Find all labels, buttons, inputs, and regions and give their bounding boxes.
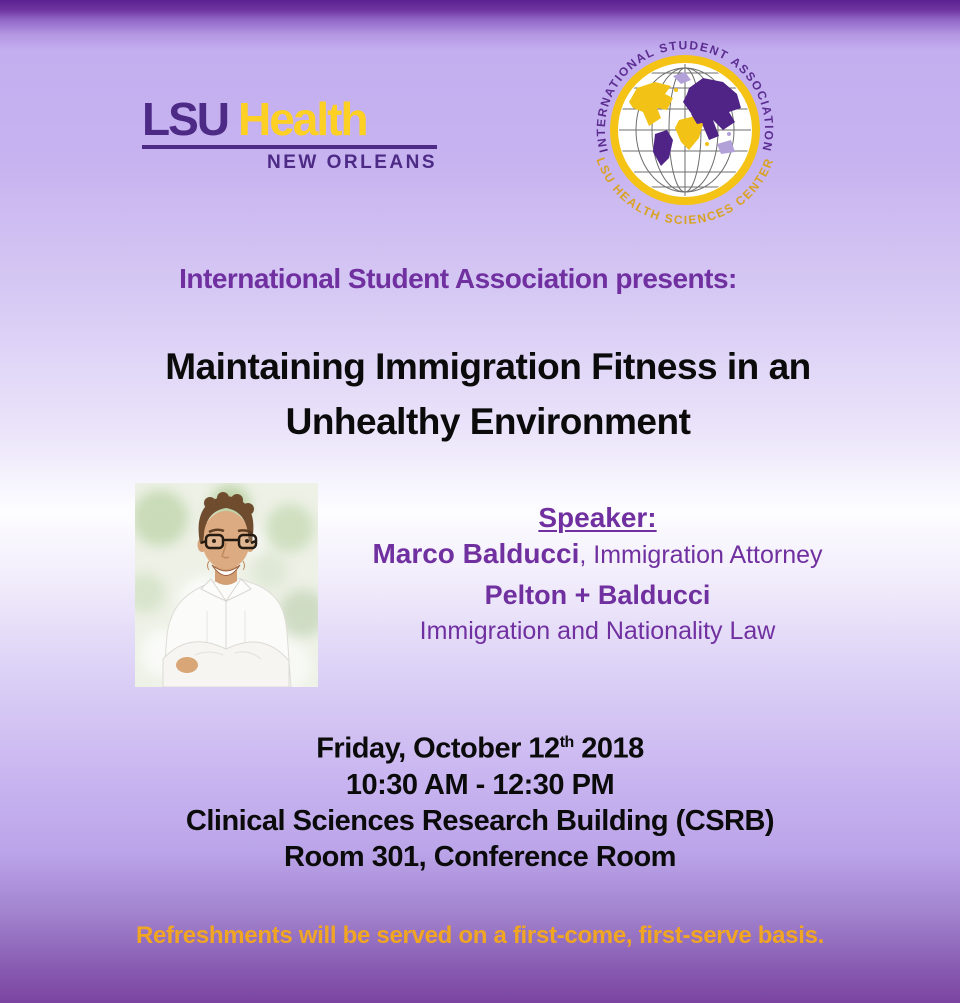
new-orleans-text: NEW ORLEANS: [267, 152, 437, 173]
speaker-info: [350, 500, 845, 649]
title-line-2: Unhealthy Environment: [285, 401, 691, 442]
lsu-health-wordmark: [142, 93, 437, 145]
speaker-role: , Immigration Attorney: [579, 541, 823, 569]
logo-underline: [142, 145, 437, 149]
speaker-name-line: [350, 536, 845, 577]
event-details: [0, 725, 960, 875]
health-text: Health: [238, 93, 367, 145]
event-building: Clinical Sciences Research Building (CSRB): [185, 804, 775, 837]
speaker-name: Marco Balducci: [372, 538, 580, 569]
presents-line: International Student Association presents:: [179, 263, 737, 294]
isa-top-arc-text: INTERNATIONAL STUDENT ASSOCIATION: [593, 38, 777, 154]
speaker-firm: Pelton + Balducci: [484, 580, 711, 610]
speaker-heading: Speaker:: [538, 502, 657, 533]
title-line-1: Maintaining Immigration Fitness in an: [165, 346, 811, 387]
event-time: 10:30 AM - 12:30 PM: [345, 768, 615, 801]
event-date: [0, 725, 960, 767]
lsu-health-logo: [142, 93, 437, 174]
lsu-text: LSU: [142, 93, 228, 145]
refreshments-note: Refreshments will be served on a first-come, first-serve basis.: [135, 922, 825, 949]
speaker-photo: [135, 483, 318, 687]
isa-bottom-arc-text: LSU HEALTH SCIENCES CENTER: [593, 155, 777, 228]
event-date-ordinal: th: [559, 734, 574, 751]
event-date-prefix: Friday, October 12: [316, 732, 560, 765]
globe-icon: [593, 38, 776, 227]
speaker-firm-description: Immigration and Nationality Law: [419, 617, 776, 645]
event-date-suffix: 2018: [573, 732, 644, 765]
isa-seal-logo: [579, 24, 791, 236]
event-title: [8, 339, 960, 449]
event-room: Room 301, Conference Room: [284, 840, 676, 873]
